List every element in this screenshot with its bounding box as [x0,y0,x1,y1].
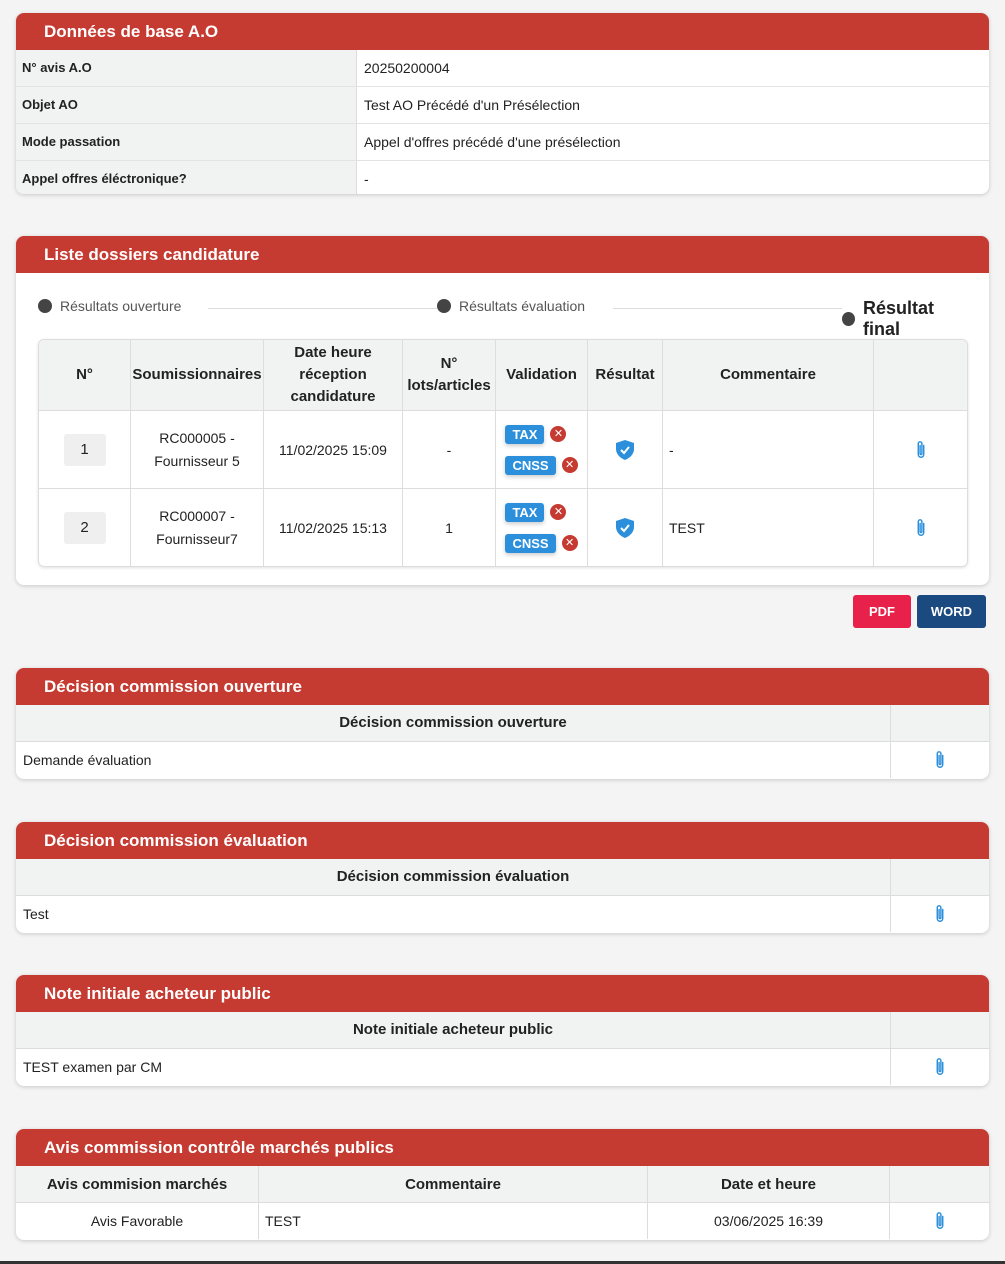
col-header: Date heure réception candidature [264,340,403,410]
col-header: Commentaire [259,1166,648,1202]
close-circle-icon: ✕ [550,426,566,442]
lots-cell: 1 [403,489,496,566]
table-row [39,489,967,566]
base-row [16,50,989,87]
cnss-badge[interactable]: CNSS [505,456,555,475]
close-circle-icon: ✕ [562,535,578,551]
col-header: Décision commission ouverture [16,705,891,741]
paperclip-icon[interactable] [914,518,928,538]
attachment-cell[interactable] [890,1203,989,1239]
soum-cell: RC000005 - Fournisseur 5 [131,411,264,488]
base-row [16,124,989,161]
attachment-cell[interactable] [874,489,967,566]
dossiers-title: Liste dossiers candidature [16,236,989,273]
avis-title: Avis commission contrôle marchés publics [16,1129,989,1166]
col-header-empty [890,1166,989,1202]
pdf-button[interactable]: PDF [853,595,911,628]
col-header: N° [39,340,131,410]
col-header: Note initiale acheteur public [16,1012,891,1048]
base-value: - [364,171,369,187]
base-value: 20250200004 [364,60,450,76]
date-cell: 11/02/2025 15:13 [264,489,403,566]
attachment-cell[interactable] [891,896,989,932]
num-cell [39,489,131,566]
note-card [16,975,989,1086]
col-header: Date et heure [648,1166,890,1202]
comment-cell: - [663,411,874,488]
table-header-row [16,1012,989,1049]
step-label: Résultat final [863,298,935,339]
step-label: Résultats évaluation [459,298,586,314]
decision-value: Test [16,896,891,932]
col-header: Résultat [588,340,663,410]
ouverture-title: Décision commission ouverture [16,668,989,705]
result-cell [588,489,663,566]
avis-card [16,1129,989,1240]
avis-value: Avis Favorable [16,1203,259,1239]
col-header: Soumissionnaires [131,340,264,410]
result-stepper [38,298,968,339]
col-header: Avis commision marchés [16,1166,259,1202]
evaluation-card [16,822,989,933]
table-header-row [16,1166,989,1203]
base-value: Appel d'offres précédé d'une présélection [364,134,621,150]
col-header: Validation [496,340,588,410]
close-circle-icon: ✕ [550,504,566,520]
base-row [16,161,989,194]
col-header: Commentaire [663,340,874,410]
col-header-empty [891,705,989,741]
attachment-cell[interactable] [891,1049,989,1085]
attachment-cell[interactable] [891,742,989,778]
table-row [16,896,989,932]
lots-cell: - [403,411,496,488]
paperclip-icon[interactable] [933,904,947,924]
table-header-row [39,340,967,411]
tax-badge[interactable]: TAX [505,503,544,522]
validation-cell [496,411,588,488]
step-evaluation[interactable] [437,298,585,314]
cnss-badge[interactable]: CNSS [505,534,555,553]
paperclip-icon[interactable] [933,1211,947,1231]
step-ouverture[interactable] [38,298,181,314]
table-header-row [16,705,989,742]
date-cell: 11/02/2025 15:09 [264,411,403,488]
paperclip-icon[interactable] [933,1057,947,1077]
table-row [16,742,989,778]
soum-cell: RC000007 - Fournisseur7 [131,489,264,566]
table-row [16,1049,989,1085]
paperclip-icon[interactable] [933,750,947,770]
table-row [16,1203,989,1239]
paperclip-icon[interactable] [914,440,928,460]
shield-check-icon [616,518,634,538]
step-dot-icon [842,312,855,326]
base-row [16,87,989,124]
word-button[interactable]: WORD [917,595,986,628]
decision-value: Demande évaluation [16,742,891,778]
base-title: Données de base A.O [16,13,989,50]
close-circle-icon: ✕ [562,457,578,473]
step-label: Résultats ouverture [60,298,182,314]
num-cell [39,411,131,488]
table-header-row [16,859,989,896]
attachment-cell[interactable] [874,411,967,488]
step-connector [208,308,450,309]
avis-comment: TEST [259,1203,648,1239]
dossiers-card [16,236,989,585]
tax-badge[interactable]: TAX [505,425,544,444]
ouverture-card [16,668,989,779]
note-title: Note initiale acheteur public [16,975,989,1012]
result-cell [588,411,663,488]
col-header-empty [891,1012,989,1048]
validation-cell [496,489,588,566]
note-value: TEST examen par CM [16,1049,891,1085]
evaluation-title: Décision commission évaluation [16,822,989,859]
col-header-empty [891,859,989,895]
table-row [39,411,967,489]
base-label: Appel offres éléctronique? [16,161,357,194]
base-label: Mode passation [16,124,357,160]
step-dot-icon [437,299,451,313]
row-number: 1 [64,434,106,466]
step-connector [613,308,851,309]
candidates-table [38,339,968,567]
step-dot-icon [38,299,52,313]
base-label: Objet AO [16,87,357,123]
base-value: Test AO Précédé d'un Présélection [364,97,580,113]
shield-check-icon [616,440,634,460]
base-label: N° avis A.O [16,50,357,86]
step-final[interactable] [842,298,968,340]
base-card [16,13,989,194]
col-header: N° lots/articles [403,340,496,410]
row-number: 2 [64,512,106,544]
comment-cell: TEST [663,489,874,566]
col-header: Décision commission évaluation [16,859,891,895]
col-header [874,340,967,410]
avis-date: 03/06/2025 16:39 [648,1203,890,1239]
